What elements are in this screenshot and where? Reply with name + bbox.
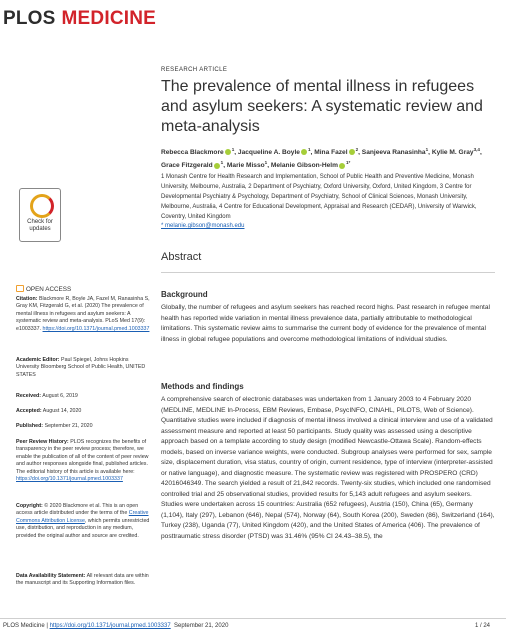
- check-for-updates-badge[interactable]: [19, 188, 61, 242]
- refresh-icon: [30, 194, 54, 218]
- author[interactable]: Grace Fitzgerald $^1$,: [161, 160, 227, 170]
- author[interactable]: Marie Misso$^1$,: [226, 160, 271, 170]
- peer-review-link[interactable]: https://doi.org/10.1371/journal.pmed.1003337: [16, 476, 123, 483]
- footer-citation: PLOS Medicine | https://doi.org/10.1371/journal.pmed.1003337 September 21, 2020: [3, 623, 229, 629]
- academic-editor-block: Academic Editor: Paul Spiegel, Johns Hopkins University Bloomberg School of Public Health, UNITED STATES: [16, 357, 146, 378]
- footer-doi-link[interactable]: https://doi.org/10.1371/journal.pmed.1003337: [49, 623, 171, 629]
- author[interactable]: Melanie Gibson-Helm $^{1*}$: [270, 160, 351, 170]
- divider: [161, 272, 495, 273]
- page-number: 1 / 24: [475, 623, 491, 629]
- orcid-icon[interactable]: [301, 149, 307, 155]
- author[interactable]: Jacqueline A. Boyle $^1$,: [237, 147, 315, 157]
- author[interactable]: Rebecca Blackmore $^1$,: [161, 147, 238, 157]
- background-heading: Background: [161, 290, 208, 299]
- data-availability-block: Data Availability Statement: All relevant data are within the manuscript and its Supporting Information files.: [16, 573, 149, 587]
- accepted-date: Accepted: August 14, 2020: [16, 408, 82, 414]
- footer-divider: [0, 618, 506, 619]
- orcid-icon[interactable]: [225, 149, 231, 155]
- abstract-heading: Abstract: [161, 251, 202, 263]
- background-text: Globally, the number of refugees and asylum seekers has reached record highs. Past research in refugee mental health has reported wide variation in mental illness prevalence data, partially attributable to methodological limitations. This systematic review aims to summarise the current body of evidence for the prevalence of mental illness in global refugee populations and overcome methodological limitations of individual studies.: [161, 304, 491, 343]
- author[interactable]: Mina Fazel $^2$,: [314, 147, 362, 157]
- copyright-block: Copyright: © 2020 Blackmore et al. This is an open access article distributed under the terms of the Creative Commons Attribution License, which permits unrestricted use, distribution, and reproduction in any medium, provided the original author and source are credited.: [16, 503, 150, 539]
- license-link[interactable]: Creative Commons Attribution License: [16, 510, 149, 524]
- peer-review-block: Peer Review History: PLOS recognizes the benefits of transparency in the peer review process; therefore, we enable the publication of all of the content of peer review and author responses alongside final, published articles. The editorial history of this article is available here: https://doi.org/10.1371/journal.pmed.1003337: [16, 439, 149, 483]
- affiliations: 1 Monash Centre for Health Research and Implementation, School of Public Health and Preventive Medicine, Monash University, Melbourne, Australia, 2 Department of Psychiatry, Oxford University, Oxford, United Kingdom, 3 Centre for Developmental Psychiatry & Psychology, Department of Psychiatry, School of Clinical Sciences, Monash University, Melbourne, Australia, 4 Centre for Educational Development, Appraisal and Research (CEDAR), University of Warwick, Coventry, United Kingdom: [161, 174, 477, 220]
- badge-label: Check for updates: [27, 219, 53, 232]
- journal-logo: [3, 8, 156, 30]
- methods-text: A comprehensive search of electronic databases was undertaken from 1 January 2003 to 4 February 2020 (MEDLINE, MEDLINE In-Process, EBM Reviews, Embase, PsycINFO, CINAHL, PILOTS, Web of Science). Quantitative studies were included if diagnosis of mental illness involved a clinical interview and use of a validated assessment measure and reported at least 50 participants. Study quality was assessed using a descriptive approach based on a template according to study design (modified Newcastle-Ottawa Scale). Random-effects models, based on inverse variance weights, were conducted. Subgroup analyses were performed for sex, sample size, displacement duration, visa status, country of origin, current residence, type of interview (interpreter-assisted or native language), and diagnostic measure. The systematic review was registered with PROSPERO (CRD) 42016046349. The search yielded a result of 21,842 records. Twenty-six studies, which included one randomised controlled trial and 25 observational studies, provided results for 5,143 adult refugees and asylum seekers. Studies were undertaken across 15 countries: Australia (652 refugees), Austria (150), China (65), Germany (1,104), Italy (297), Lebanon (646), Nepal (574), Norway (64), South Korea (200), Sweden (86), Switzerland (164), Turkey (238), Uganda (77), United Kingdom (420), and the United States of America (406). The prevalence of posttraumatic stress disorder (PTSD) was 31.46% (95% CI 24.43–38.5), the: [161, 396, 495, 540]
- open-access-label: OPEN ACCESS: [16, 284, 71, 293]
- citation-block: Citation: Blackmore R, Boyle JA, Fazel M, Ranasinha S, Gray KM, Fitzgerald G, et al. (2020) The prevalence of mental illness in refugees and asylum seekers: A systematic review and meta-analysis. PLoS Med 17(9): e1003337. https://doi.org/10.1371/journal.pmed.1003337: [16, 296, 150, 332]
- methods-heading: Methods and findings: [161, 382, 244, 391]
- orcid-icon[interactable]: [349, 149, 355, 155]
- published-date: Published: September 21, 2020: [16, 423, 93, 429]
- received-date: Received: August 6, 2019: [16, 393, 78, 399]
- lock-icon: [16, 285, 24, 292]
- author[interactable]: Kylie M. Gray$^{3,4}$,: [431, 147, 482, 157]
- author[interactable]: Sanjeeva Ranasinha$^1$,: [361, 147, 432, 157]
- journal-logo-medicine: MEDICINE: [61, 8, 157, 29]
- orcid-icon[interactable]: [339, 163, 345, 169]
- article-type: RESEARCH ARTICLE: [161, 67, 228, 73]
- citation-doi-link[interactable]: https://doi.org/10.1371/journal.pmed.1003337: [42, 325, 150, 332]
- orcid-icon[interactable]: [214, 163, 220, 169]
- author-list: [161, 145, 496, 171]
- article-title: The prevalence of mental illness in refugees and asylum seekers: A systematic review and meta-analysis: [161, 78, 483, 135]
- journal-logo-plos: PLOS: [3, 8, 56, 29]
- corresponding-email-link[interactable]: * melanie.gibson@monash.edu: [161, 223, 245, 229]
